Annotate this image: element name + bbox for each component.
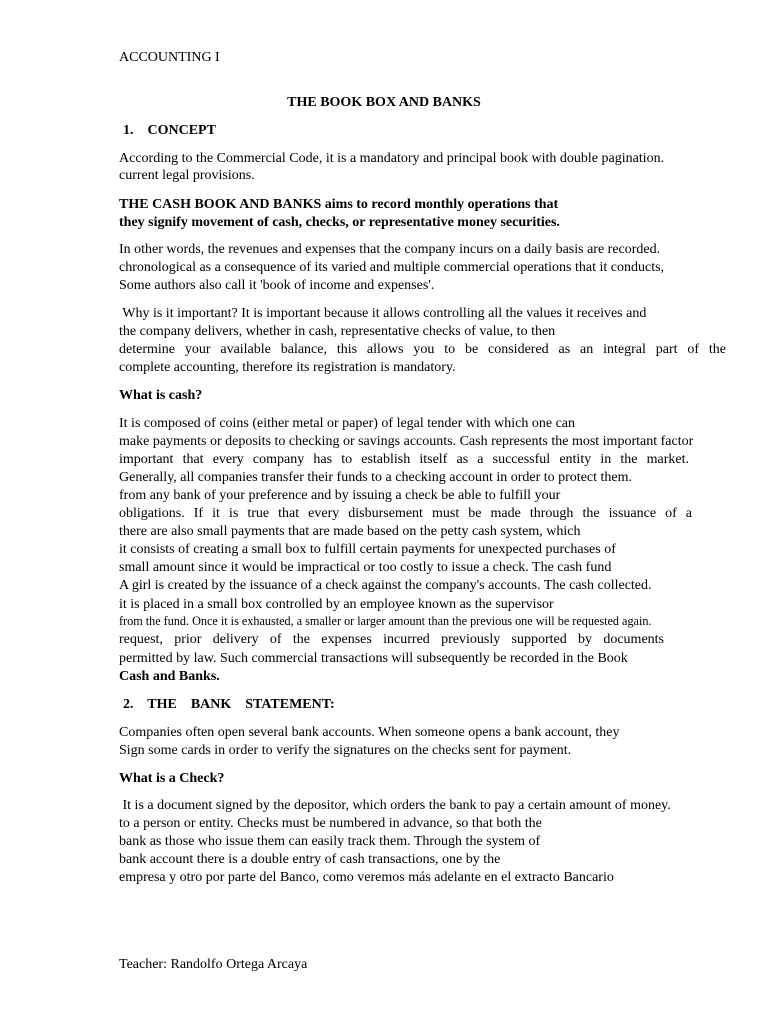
importance-text-line: the company delivers, whether in cash, representative checks of value, to then — [119, 324, 556, 339]
check-text-line: empresa y otro por parte del Banco, como veremos más adelante en el extracto Bancario — [119, 870, 614, 885]
section-heading-concept: 1. CONCEPT — [123, 123, 216, 138]
check-text-line: bank account there is a double entry of cash transactions, one by the — [119, 852, 501, 867]
cash-text-line: It is composed of coins (either metal or paper) of legal tender with which one can — [119, 416, 576, 431]
cash-text-line: permitted by law. Such commercial transactions will subsequently be recorded in the Book — [119, 651, 628, 666]
cash-text-line: A girl is created by the issuance of a check against the company's accounts. The cash collected. — [119, 578, 652, 593]
cash-text-line: make payments or deposits to checking or savings accounts. Cash represents the most important factor — [119, 434, 694, 449]
importance-text-line: complete accounting, therefore its registration is mandatory. — [119, 360, 456, 375]
cash-text-line: small amount since it would be impractical or too costly to issue a check. The cash fund — [119, 560, 612, 575]
subheading-what-is-cash: What is cash? — [119, 388, 203, 403]
concept-text-line: Some authors also call it 'book of income and expenses'. — [119, 278, 435, 293]
check-text-line: bank as those who issue them can easily track them. Through the system of — [119, 834, 541, 849]
cash-text-line: it is placed in a small box controlled by an employee known as the supervisor — [119, 597, 554, 612]
concept-text-line: current legal provisions. — [119, 168, 255, 183]
concept-text-line: According to the Commercial Code, it is a mandatory and principal book with double pagination. — [119, 151, 665, 166]
cash-text-line: Cash and Banks. — [119, 669, 220, 684]
concept-bold-line: THE CASH BOOK AND BANKS aims to record monthly operations that — [119, 197, 559, 212]
check-text-line: It is a document signed by the depositor, which orders the bank to pay a certain amount of money. — [119, 798, 671, 813]
teacher-footer: Teacher: Randolfo Ortega Arcaya — [119, 957, 308, 972]
concept-text-line: chronological as a consequence of its varied and multiple commercial operations that it conducts, — [119, 260, 665, 275]
cash-text-line: there are also small payments that are made based on the petty cash system, which — [119, 524, 581, 539]
check-text-line: to a person or entity. Checks must be numbered in advance, so that both the — [119, 816, 542, 831]
page-title: THE BOOK BOX AND BANKS — [287, 95, 481, 110]
importance-text-line: Why is it important? It is important because it allows controlling all the values it receives and — [119, 306, 647, 321]
cash-text-line: obligations. If it is true that every disbursement must be made through the issuance of a — [119, 506, 692, 521]
cash-text-line: Generally, all companies transfer their funds to a checking account in order to protect them. — [119, 470, 633, 485]
bank-statement-text-line: Sign some cards in order to verify the signatures on the checks sent for payment. — [119, 743, 572, 758]
importance-text-line: determine your available balance, this allows you to be considered as an integral part of the — [119, 342, 726, 357]
concept-bold-line: they signify movement of cash, checks, or representative money securities. — [119, 215, 560, 230]
cash-text-line: important that every company has to establish itself as a successful entity in the market. — [119, 452, 689, 467]
concept-text-line: In other words, the revenues and expenses that the company incurs on a daily basis are recorded. — [119, 242, 661, 257]
cash-text-line: it consists of creating a small box to fulfill certain payments for unexpected purchases of — [119, 542, 616, 557]
cash-text-line: from the fund. Once it is exhausted, a smaller or larger amount than the previous one will be requested again. — [119, 614, 652, 628]
bank-statement-text-line: Companies often open several bank accounts. When someone opens a bank account, they — [119, 725, 620, 740]
course-header: ACCOUNTING I — [119, 50, 220, 65]
section-heading-bank-statement: 2. THE BANK STATEMENT: — [123, 697, 335, 712]
subheading-what-is-a-check: What is a Check? — [119, 771, 225, 786]
cash-text-line: from any bank of your preference and by issuing a check be able to fulfill your — [119, 488, 561, 503]
cash-text-line: request, prior delivery of the expenses incurred previously supported by documents — [119, 632, 664, 647]
